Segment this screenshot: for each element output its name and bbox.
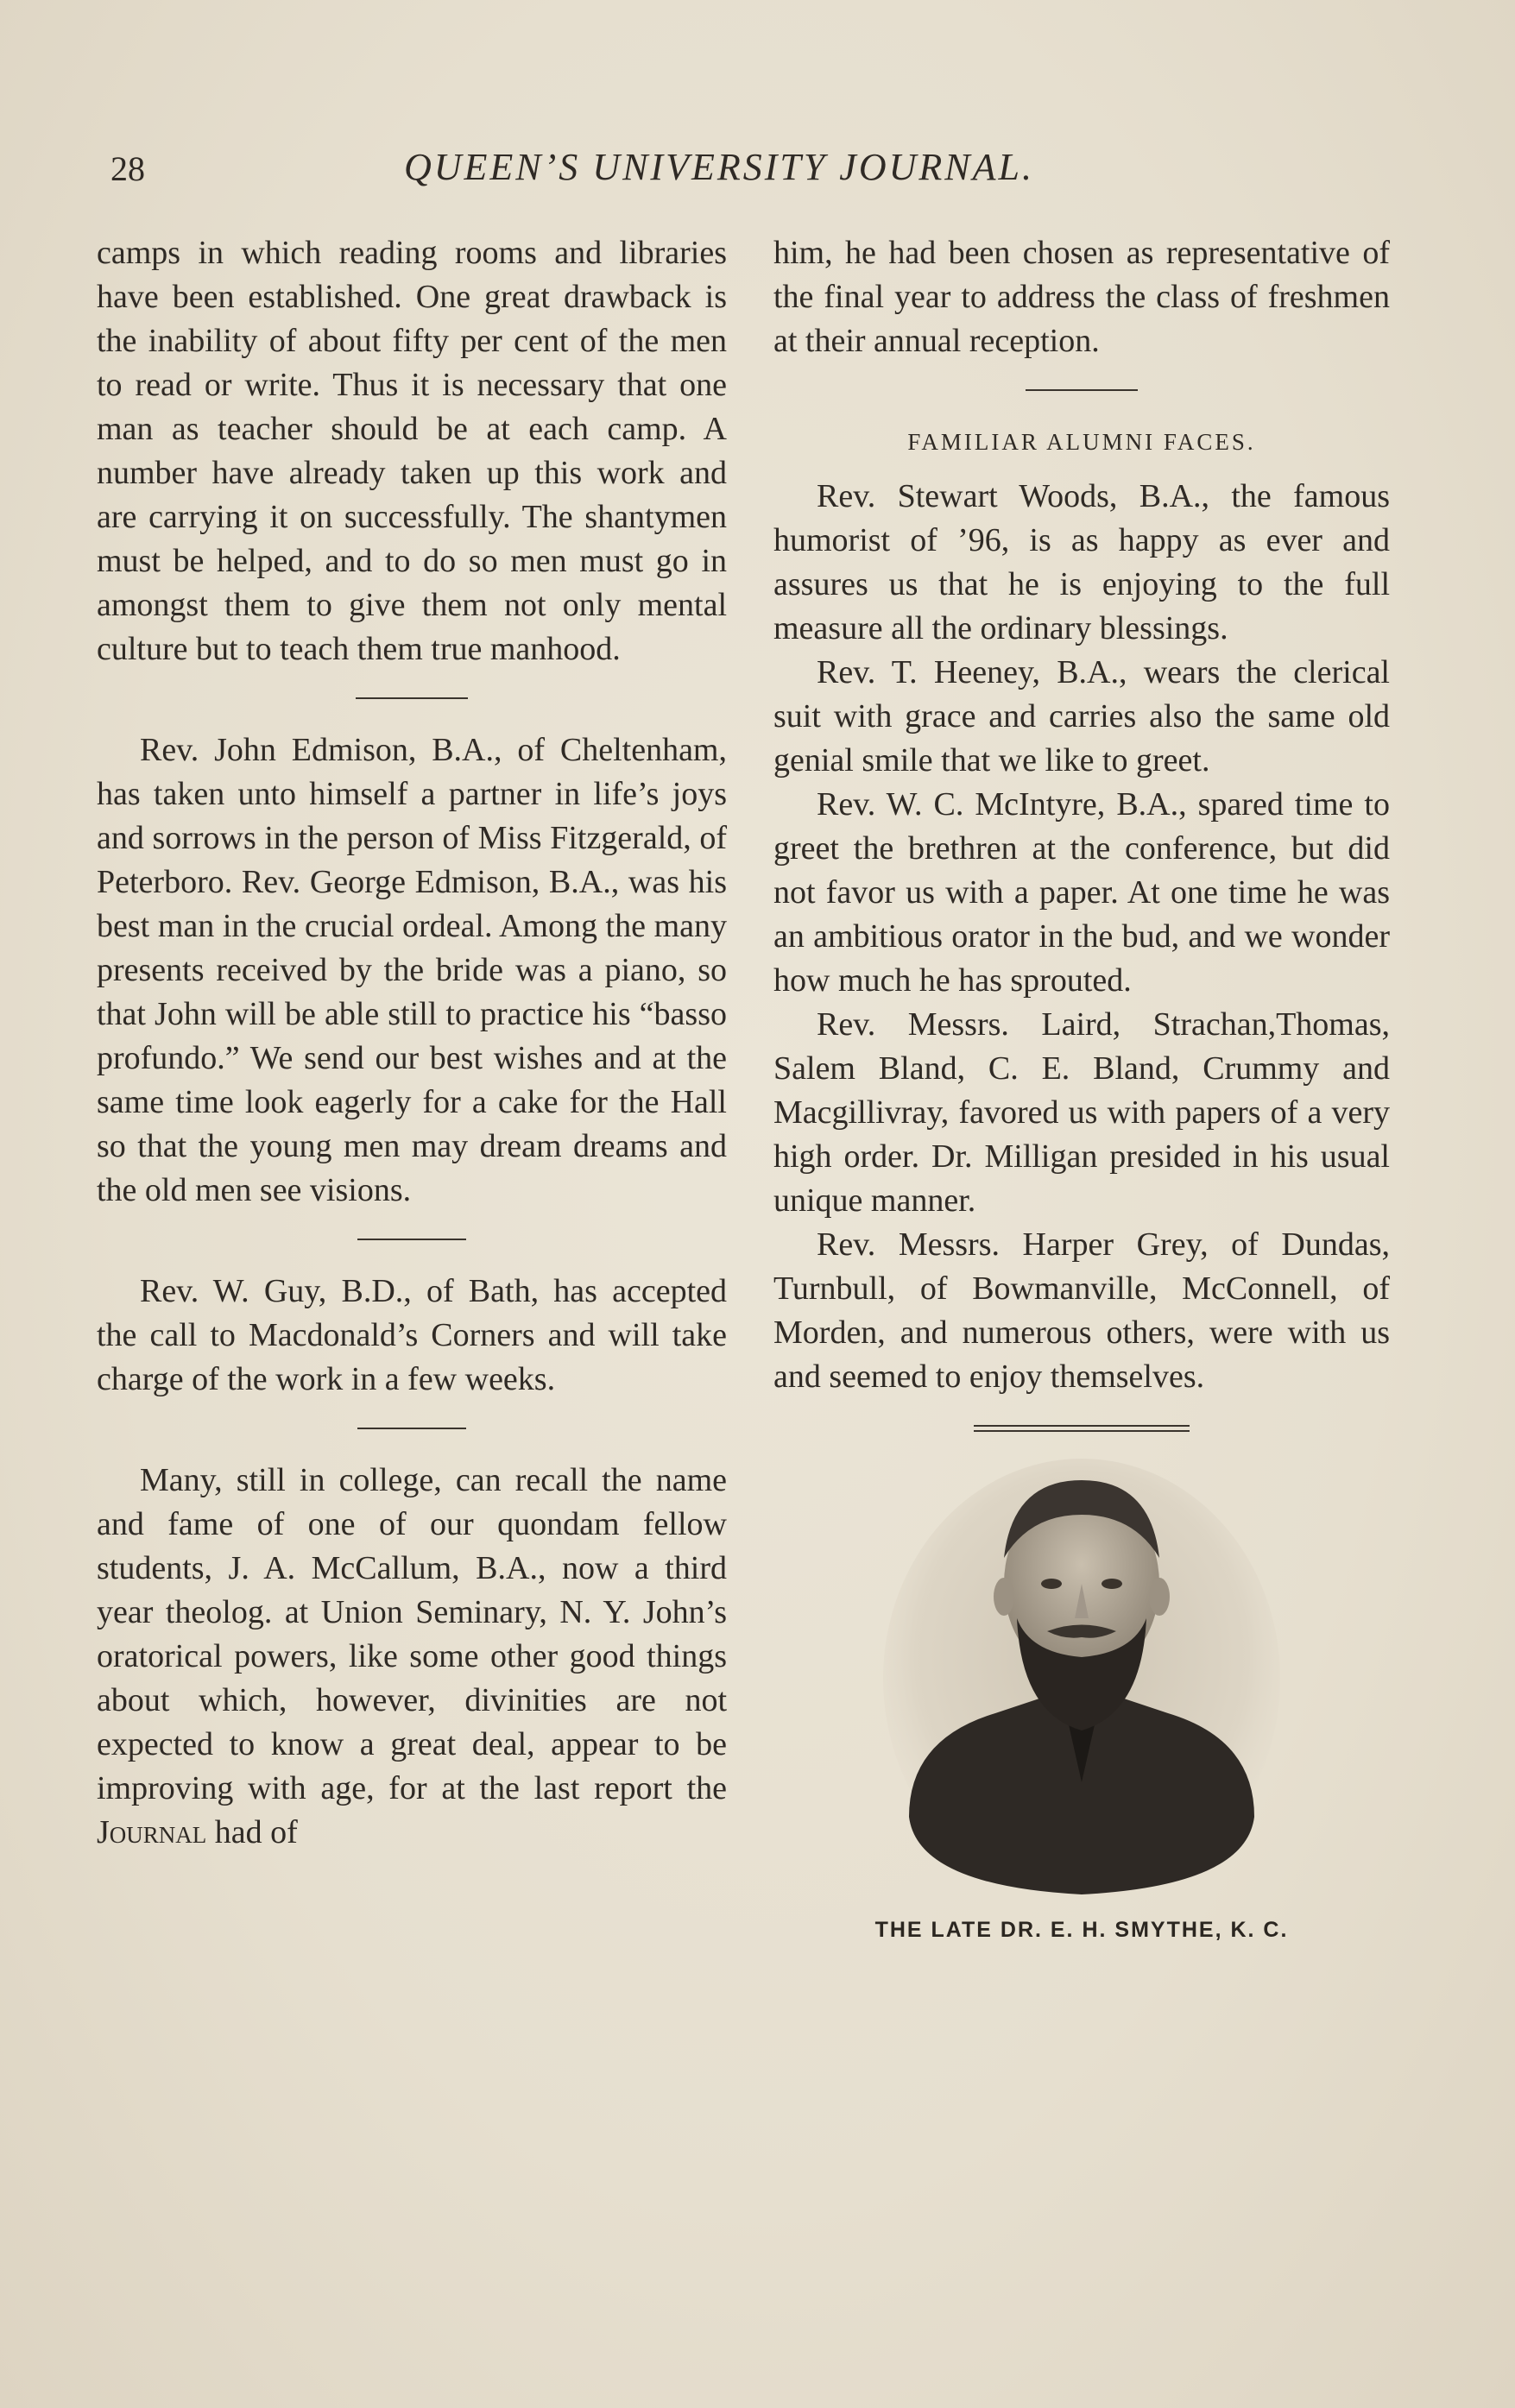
- right-column: [773, 231, 1390, 1952]
- running-title: QUEEN’S UNIVERSITY JOURNAL.: [404, 146, 1034, 188]
- mccallum-text: Many, still in college, can recall the name and fame of one of our quondam fellow students, J. A. McCallum, B.A., now a third year theolog. at Union Seminary, N. Y. John’s oratorical powers, like some other good things about which, however, divinities are not expected to know a great deal, appear to be improving with age, for at the last report the: [97, 1462, 727, 1806]
- portrait-caption: THE LATE DR. E. H. SMYTHE, K. C.: [874, 1918, 1289, 1942]
- paragraph-mccallum: [97, 1459, 727, 1855]
- paragraph-heeney: Rev. T. Heeney, B.A., wears the clerical suit with grace and carries also the same old genial smile that we like to greet.: [773, 654, 1390, 779]
- left-column: [97, 231, 727, 1855]
- mccallum-text-end: had of: [214, 1814, 298, 1850]
- section-heading: FAMILIAR ALUMNI FACES.: [907, 429, 1256, 455]
- section-divider: [357, 1428, 466, 1429]
- paragraph-guy: Rev. W. Guy, B.D., of Bath, has accepted the call to Macdonald’s Corners and will take charge of the work in a few weeks.: [97, 1273, 727, 1397]
- double-divider: [974, 1425, 1190, 1432]
- section-divider: [356, 697, 468, 699]
- paragraph-shantymen: camps in which reading rooms and libraries have been established. One great drawback is the inability of about fifty per cent of the men to read or write. Thus it is necessary that one man as teacher should be at each camp. A number have already taken up this work and are carrying it on successfully. The shantymen must be helped, and to do so men must go in amongst them to give them not only mental culture but to teach them true manhood.: [97, 235, 727, 667]
- page-number: 28: [110, 149, 145, 188]
- paragraph-laird: Rev. Messrs. Laird, Strachan,Thomas, Salem Bland, C. E. Bland, Crummy and Macgillivray, favored us with papers of a very high order. Dr. Milligan presided in his usual unique manner.: [773, 1006, 1390, 1219]
- page-header: [110, 145, 1095, 205]
- paragraph-grey: Rev. Messrs. Harper Grey, of Dundas, Turnbull, of Bowmanville, McConnell, of Morden, and numerous others, were with us and seemed to enjoy themselves.: [773, 1226, 1390, 1395]
- paragraph-mcintyre: Rev. W. C. McIntyre, B.A., spared time to greet the brethren at the conference, but did not favor us with a paper. At one time he was an ambitious orator in the bud, and we wonder how much he has sprouted.: [773, 786, 1390, 999]
- portrait-illustration: [874, 1454, 1289, 1903]
- section-divider: [357, 1239, 466, 1240]
- paragraph-edmison: Rev. John Edmison, B.A., of Cheltenham, has taken unto himself a partner in life’s joys and sorrows in the person of Miss Fitzgerald, of Peterboro. Rev. George Edmison, B.A., was his best man in the crucial ordeal. Among the many presents received by the bride was a piano, so that John will be able still to practice his “basso profundo.” We send our best wishes and at the same time look eagerly for a cake for the Hall so that the young men may dream dreams and the old men see visions.: [97, 732, 727, 1208]
- portrait-photo: [874, 1454, 1289, 1903]
- section-divider: [1026, 389, 1138, 391]
- paragraph-woods: Rev. Stewart Woods, B.A., the famous humorist of ’96, is as happy as ever and assures us that he is enjoying to the full measure all the ordinary blessings.: [773, 478, 1390, 646]
- journal-name: Journal: [97, 1814, 207, 1850]
- paragraph-continued: him, he had been chosen as representative of the final year to address the class of freshmen at their annual reception.: [773, 235, 1390, 359]
